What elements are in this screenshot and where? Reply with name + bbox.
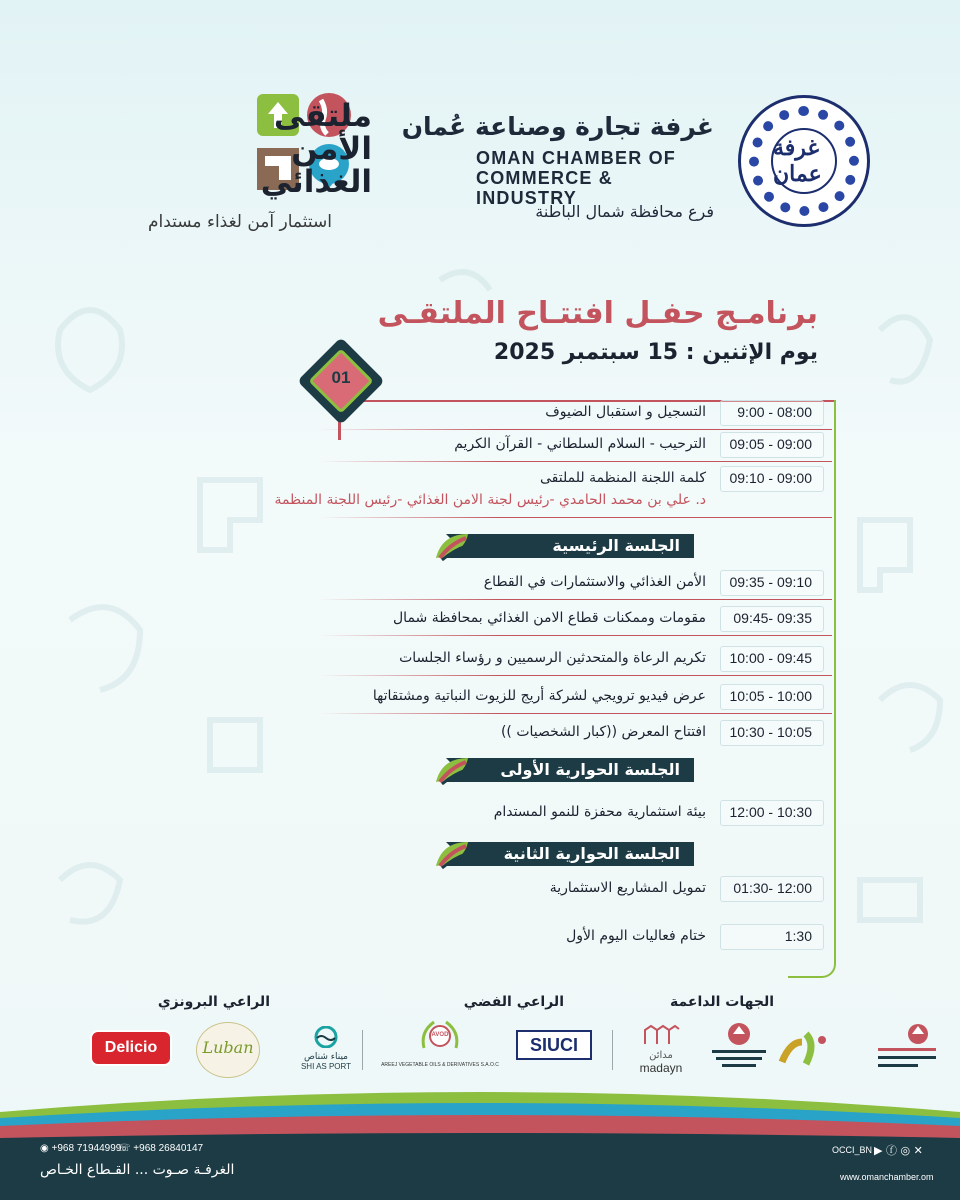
row-divider <box>320 461 832 462</box>
leaf-icon <box>432 754 472 786</box>
forum-title-line3: الغذائي <box>260 164 372 200</box>
port-logo-ar: ميناء شناص <box>304 1052 348 1062</box>
schedule-row <box>320 400 832 430</box>
areej-logo <box>376 1018 504 1068</box>
row-divider <box>320 429 832 430</box>
session-title: الجلسة الرئيسية <box>552 536 680 555</box>
phone-1-text: +968 71944999 <box>51 1143 122 1154</box>
time-text: 01:30- 12:00 <box>733 880 812 896</box>
time-text: 09:45- 09:35 <box>733 610 812 626</box>
phone-2-text: +968 26840147 <box>133 1143 204 1154</box>
chamber-name-english-line2: COMMERCE & INDUSTRY <box>476 168 613 208</box>
phone-1 <box>40 1143 121 1154</box>
shinas-port-logo <box>298 1026 354 1071</box>
frame-bottom-corner <box>788 958 836 978</box>
footer-slogan: الغرفـة صـوت ... القـطاع الخـاص <box>40 1162 235 1178</box>
schedule-row <box>320 646 832 676</box>
forum-tagline: استثمار آمن لغذاء مستدام <box>147 212 332 232</box>
madayn-logo <box>636 1024 686 1075</box>
schedule-row <box>320 432 832 462</box>
port-logo-text: SHI AS PORT <box>300 1062 352 1071</box>
activity-text: الأمن الغذائي والاستثمارات في القطاع <box>483 574 706 590</box>
areej-logo-text: AREEJ VEGETABLE OILS & DERIVATIVES S.A.O.C <box>381 1062 499 1068</box>
sponsor-divider <box>362 1030 363 1070</box>
session-banner-dialogue-2 <box>432 838 694 870</box>
website-link[interactable]: www.omanchamber.om <box>840 1172 934 1182</box>
row-divider <box>320 675 832 676</box>
port-wave-icon <box>311 1026 341 1048</box>
schedule-row <box>274 466 832 518</box>
siuci-logo-text: SIUCI <box>529 1035 578 1055</box>
activity-text: تمويل المشاريع الاستثمارية <box>549 880 706 896</box>
time-text: 09:35 - 09:10 <box>729 574 812 590</box>
facebook-icon[interactable]: ⓕ <box>885 1144 897 1157</box>
activity-text: افتتاح المعرض ((كبار الشخصيات )) <box>500 724 706 740</box>
time-text: 12:00 - 10:30 <box>729 804 812 820</box>
time-text: 10:30 - 10:05 <box>729 724 812 740</box>
chamber-branch: فرع محافظة شمال الباطنة <box>535 202 714 221</box>
time-text: 10:05 - 10:00 <box>729 688 812 704</box>
leaf-icon <box>432 530 472 562</box>
luban-logo-text: Luban <box>202 1038 254 1057</box>
madayn-logo-text: madayn <box>639 1061 683 1075</box>
frame-right-line <box>834 400 836 960</box>
activity-text: ختام فعاليات اليوم الأول <box>566 928 706 944</box>
activity-text: التسجيل و استقبال الضيوف <box>545 404 706 420</box>
session-banner-dialogue-1 <box>432 754 694 786</box>
activity-text: كلمة اللجنة المنظمة للملتقى <box>540 470 706 486</box>
schedule-row <box>320 684 832 714</box>
activity-text: عرض فيديو ترويجي لشركة أريج للزيوت النباتية ومشتقاتها <box>372 688 706 704</box>
schedule-row <box>320 876 832 906</box>
row-divider <box>320 713 832 714</box>
forum-title <box>202 100 372 199</box>
session-title: الجلسة الحوارية الثانية <box>503 844 680 863</box>
avod-logo-text: AVOD <box>431 1032 449 1038</box>
phone-icon: ☏ <box>118 1143 134 1154</box>
time-text: 09:10 - 09:00 <box>729 470 812 486</box>
time-text: 10:00 - 09:45 <box>729 650 812 666</box>
siuci-logo <box>516 1030 592 1060</box>
row-divider <box>320 635 832 636</box>
chamber-emblem <box>738 95 870 227</box>
time-text: 09:05 - 09:00 <box>729 436 812 452</box>
schedule-row <box>320 570 832 600</box>
schedule-row <box>320 606 832 636</box>
madayn-icon <box>641 1024 681 1046</box>
schedule-row <box>320 924 832 954</box>
session-title: الجلسة الحوارية الأولى <box>500 760 680 779</box>
speaker-text: د. علي بن محمد الحامدي -رئيس لجنة الامن الغذائي -رئيس اللجنة المنظمة <box>274 492 706 508</box>
time-text: 1:30 <box>784 928 812 944</box>
instagram-icon[interactable]: ◎ <box>900 1144 911 1157</box>
schedule-row <box>320 800 832 830</box>
leaf-icon <box>432 838 472 870</box>
delicio-logo <box>90 1030 172 1066</box>
north-batinah-governorate-logo-icon <box>704 1020 774 1070</box>
chamber-name-english-line1: OMAN CHAMBER OF <box>476 148 676 168</box>
day-badge-number: 01 <box>331 368 351 387</box>
social-icons <box>874 1142 923 1158</box>
program-date: يوم الإثنين : 15 سبتمبر 2025 <box>493 340 818 365</box>
luban-logo <box>196 1022 260 1078</box>
areej-wreath-icon <box>418 1018 462 1058</box>
activity-text: تكريم الرعاة والمتحدثين الرسميين و رؤساء الجلسات <box>399 650 706 666</box>
youtube-icon[interactable]: ▶ <box>874 1144 883 1157</box>
activity-text: مقومات وممكنات قطاع الامن الغذائي بمحافظة شمال <box>393 610 706 626</box>
schedule-row <box>320 720 832 750</box>
row-divider <box>320 599 832 600</box>
madayn-logo-ar: مدائن <box>649 1050 673 1061</box>
session-banner-main <box>432 530 694 562</box>
activity-text: الترحيب - السلام السلطاني - القرآن الكريم <box>454 436 706 452</box>
silver-sponsor-label: الراعي الفضي <box>463 994 564 1010</box>
activity-text: بيئة استثمارية محفزة للنمو المستدام <box>493 804 706 820</box>
supporting-entities-label: الجهات الداعمة <box>670 994 774 1010</box>
phone-2 <box>118 1143 203 1154</box>
forum-title-line1: ملتقى <box>273 98 372 134</box>
delicio-logo-text: Delicio <box>104 1039 158 1056</box>
whatsapp-icon: ◉ <box>40 1143 52 1154</box>
x-icon[interactable]: ✕ <box>913 1144 923 1157</box>
program-title: برنامـج حفـل افتتـاح الملتقـى <box>377 296 818 331</box>
chamber-name-english <box>476 148 718 208</box>
time-text: 9:00 - 08:00 <box>737 404 812 420</box>
sponsor-divider <box>612 1030 613 1070</box>
bronze-sponsor-label: الراعي البرونزي <box>157 994 270 1010</box>
wathb-logo-icon <box>776 1026 836 1070</box>
forum-title-line2: الأمن <box>291 131 372 167</box>
row-divider <box>320 517 832 518</box>
social-handle: OCCI_BN <box>832 1145 873 1155</box>
chamber-name-arabic: غرفة تجارة وصناعة عُمان <box>401 112 714 141</box>
emblem-calligraphy: غرفة عمان <box>771 128 837 194</box>
ministry-agriculture-logo-icon <box>838 1020 938 1070</box>
